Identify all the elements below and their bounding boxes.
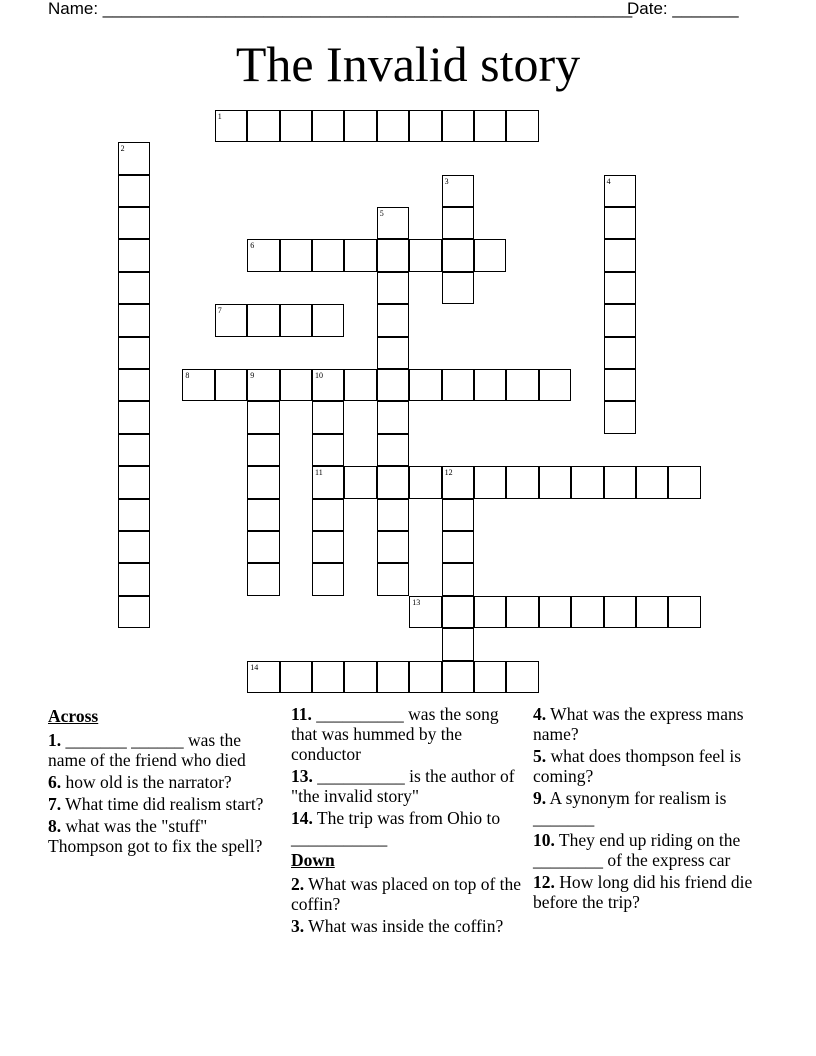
grid-cell[interactable] bbox=[409, 239, 441, 271]
clue-down-10 bbox=[533, 830, 773, 870]
grid-cell[interactable] bbox=[280, 369, 312, 401]
grid-cell[interactable] bbox=[377, 466, 409, 498]
grid-cell[interactable] bbox=[604, 596, 636, 628]
clue-number: 3. bbox=[291, 916, 305, 936]
grid-cell[interactable] bbox=[377, 110, 409, 142]
grid-cell[interactable] bbox=[409, 661, 441, 693]
clue-number: 6. bbox=[48, 772, 62, 792]
grid-cell[interactable] bbox=[442, 499, 474, 531]
grid-cell[interactable] bbox=[506, 466, 538, 498]
cell-number: 11 bbox=[315, 468, 323, 478]
grid-cell[interactable] bbox=[118, 466, 150, 498]
clue-text: They end up riding on the ________ of the express car bbox=[533, 830, 741, 870]
grid-cell[interactable] bbox=[474, 110, 506, 142]
name-line: Name: ________________________________________________________ bbox=[48, 0, 633, 18]
grid-cell[interactable] bbox=[442, 110, 474, 142]
clue-text: The trip was from Ohio to ___________ bbox=[291, 808, 501, 848]
grid-cell[interactable] bbox=[312, 661, 344, 693]
grid-cell[interactable] bbox=[312, 434, 344, 466]
cell-number: 5 bbox=[379, 209, 384, 218]
grid-cell[interactable] bbox=[668, 596, 700, 628]
clue-number: 8. bbox=[48, 816, 62, 836]
grid-cell[interactable] bbox=[118, 175, 150, 207]
grid-cell[interactable] bbox=[636, 596, 668, 628]
grid-cell[interactable] bbox=[442, 661, 474, 693]
grid-cell[interactable] bbox=[377, 531, 409, 563]
grid-cell[interactable] bbox=[344, 110, 376, 142]
cell-number: 1 bbox=[217, 111, 222, 121]
clue-text: how old is the narrator? bbox=[61, 772, 232, 792]
clue-text: what was the "stuff" Thompson got to fix the spell? bbox=[48, 816, 263, 856]
grid-cell[interactable] bbox=[539, 596, 571, 628]
grid-cell[interactable] bbox=[118, 304, 150, 336]
grid-cell[interactable] bbox=[442, 369, 474, 401]
grid-cell[interactable] bbox=[312, 499, 344, 531]
down-heading: Down bbox=[291, 850, 335, 870]
grid-cell[interactable] bbox=[409, 110, 441, 142]
grid-cell[interactable] bbox=[604, 207, 636, 239]
clue-down-4 bbox=[533, 704, 773, 744]
grid-cell[interactable] bbox=[118, 596, 150, 628]
clue-down-3 bbox=[291, 916, 527, 936]
cell-number: 9 bbox=[250, 371, 255, 380]
grid-cell[interactable] bbox=[474, 369, 506, 401]
clue-text: what does thompson feel is coming? bbox=[533, 746, 742, 786]
grid-cell[interactable] bbox=[636, 466, 668, 498]
grid-cell[interactable] bbox=[474, 596, 506, 628]
grid-cell[interactable] bbox=[280, 304, 312, 336]
clue-across-6 bbox=[48, 772, 280, 792]
grid-cell[interactable] bbox=[247, 110, 279, 142]
grid-cell[interactable] bbox=[442, 563, 474, 595]
clue-down-9 bbox=[533, 788, 773, 828]
page-title: The Invalid story bbox=[235, 36, 581, 92]
cell-number: 10 bbox=[315, 371, 323, 380]
clue-down-2 bbox=[291, 874, 527, 914]
cell-number: 4 bbox=[606, 176, 611, 186]
grid-cell[interactable] bbox=[118, 337, 150, 369]
clue-number: 5. bbox=[533, 746, 547, 766]
clue-text: A synonym for realism is _______ bbox=[533, 788, 727, 828]
grid-cell[interactable] bbox=[668, 466, 700, 498]
grid-cell[interactable] bbox=[377, 563, 409, 595]
grid-cell[interactable] bbox=[571, 466, 603, 498]
clue-text: What time did realism start? bbox=[61, 794, 264, 814]
grid-cell[interactable] bbox=[442, 596, 474, 628]
grid-cell[interactable] bbox=[312, 563, 344, 595]
grid-cell[interactable] bbox=[571, 596, 603, 628]
grid-cell[interactable] bbox=[247, 434, 279, 466]
grid-cell[interactable] bbox=[344, 239, 376, 271]
grid-cell[interactable] bbox=[442, 175, 474, 207]
grid-cell[interactable] bbox=[344, 466, 376, 498]
grid-cell[interactable] bbox=[247, 369, 279, 401]
date-line: Date: _______ bbox=[627, 0, 739, 18]
grid-cell[interactable] bbox=[377, 304, 409, 336]
grid-cell[interactable] bbox=[474, 239, 506, 271]
cell-number: 6 bbox=[250, 241, 255, 251]
clue-text: __________ is the author of "the invalid story" bbox=[291, 766, 515, 806]
grid-cell[interactable] bbox=[118, 499, 150, 531]
grid-cell[interactable] bbox=[182, 369, 214, 401]
grid-cell[interactable] bbox=[506, 369, 538, 401]
grid-cell[interactable] bbox=[312, 401, 344, 433]
grid-cell[interactable] bbox=[377, 272, 409, 304]
grid-cell[interactable] bbox=[377, 207, 409, 239]
grid-cell[interactable] bbox=[377, 499, 409, 531]
clues-column-2 bbox=[291, 704, 527, 938]
grid-cell[interactable] bbox=[118, 531, 150, 563]
grid-cell[interactable] bbox=[377, 434, 409, 466]
grid-cell[interactable] bbox=[409, 466, 441, 498]
clue-across-1 bbox=[48, 730, 280, 770]
clue-number: 2. bbox=[291, 874, 305, 894]
grid-cell[interactable] bbox=[377, 401, 409, 433]
grid-cell[interactable] bbox=[312, 239, 344, 271]
clue-number: 11. bbox=[291, 704, 312, 724]
grid-cell[interactable] bbox=[247, 401, 279, 433]
grid-cell[interactable] bbox=[442, 207, 474, 239]
clue-text: _______ ______ was the name of the friend who died bbox=[48, 730, 246, 770]
grid-cell[interactable] bbox=[604, 175, 636, 207]
clue-text: How long did his friend die before the trip? bbox=[533, 872, 753, 912]
clues-column-3 bbox=[533, 704, 773, 914]
grid-cell[interactable] bbox=[442, 466, 474, 498]
grid-cell[interactable] bbox=[377, 239, 409, 271]
grid-cell[interactable] bbox=[247, 499, 279, 531]
grid-cell[interactable] bbox=[409, 596, 441, 628]
grid-cell[interactable] bbox=[118, 369, 150, 401]
clue-text: What was inside the coffin? bbox=[304, 916, 504, 936]
grid-cell[interactable] bbox=[377, 369, 409, 401]
clue-text: What was the express mans name? bbox=[533, 704, 744, 744]
grid-cell[interactable] bbox=[118, 272, 150, 304]
grid-cell[interactable] bbox=[604, 337, 636, 369]
cell-number: 7 bbox=[217, 306, 222, 316]
grid-cell[interactable] bbox=[247, 239, 279, 271]
clue-text: What was placed on top of the coffin? bbox=[291, 874, 522, 914]
grid-cell[interactable] bbox=[344, 661, 376, 693]
cell-number: 12 bbox=[444, 468, 453, 478]
grid-cell[interactable] bbox=[215, 304, 247, 336]
clue-number: 4. bbox=[533, 704, 547, 724]
clue-number: 10. bbox=[533, 830, 555, 850]
grid-cell[interactable] bbox=[118, 434, 150, 466]
cell-number: 8 bbox=[185, 371, 190, 380]
grid-cell[interactable] bbox=[442, 272, 474, 304]
clue-text: __________ was the song that was hummed by the conductor bbox=[291, 704, 499, 764]
across-heading: Across bbox=[48, 706, 99, 726]
grid-cell[interactable] bbox=[312, 531, 344, 563]
grid-cell[interactable] bbox=[539, 466, 571, 498]
grid-cell[interactable] bbox=[280, 661, 312, 693]
grid-cell[interactable] bbox=[215, 369, 247, 401]
grid-cell[interactable] bbox=[280, 239, 312, 271]
cell-number: 14 bbox=[250, 662, 259, 672]
grid-cell[interactable] bbox=[377, 337, 409, 369]
grid-cell[interactable] bbox=[344, 369, 376, 401]
clue-number: 14. bbox=[291, 808, 313, 828]
clue-number: 9. bbox=[533, 788, 547, 808]
grid-cell[interactable] bbox=[118, 401, 150, 433]
clue-across-13 bbox=[291, 766, 527, 806]
clue-number: 7. bbox=[48, 794, 62, 814]
grid-cell[interactable] bbox=[215, 110, 247, 142]
grid-cell[interactable] bbox=[442, 239, 474, 271]
grid-cell[interactable] bbox=[247, 531, 279, 563]
clue-number: 12. bbox=[533, 872, 555, 892]
clue-down-5 bbox=[533, 746, 773, 786]
grid-cell[interactable] bbox=[442, 531, 474, 563]
grid-cell[interactable] bbox=[474, 661, 506, 693]
clue-across-11 bbox=[291, 704, 527, 764]
grid-cell[interactable] bbox=[506, 596, 538, 628]
grid-cell[interactable] bbox=[118, 239, 150, 271]
grid-cell[interactable] bbox=[409, 369, 441, 401]
grid-cell[interactable] bbox=[247, 304, 279, 336]
grid-cell[interactable] bbox=[247, 661, 279, 693]
cell-number: 13 bbox=[412, 597, 421, 607]
clue-across-7 bbox=[48, 794, 280, 814]
grid-cell[interactable] bbox=[506, 661, 538, 693]
grid-cell[interactable] bbox=[604, 272, 636, 304]
grid-cell[interactable] bbox=[118, 563, 150, 595]
grid-cell[interactable] bbox=[604, 304, 636, 336]
clue-number: 1. bbox=[48, 730, 62, 750]
grid-cell[interactable] bbox=[377, 661, 409, 693]
grid-cell[interactable] bbox=[280, 110, 312, 142]
grid-cell[interactable] bbox=[539, 369, 571, 401]
grid-cell[interactable] bbox=[604, 401, 636, 433]
clue-number: 13. bbox=[291, 766, 313, 786]
grid-cell[interactable] bbox=[604, 239, 636, 271]
grid-cell[interactable] bbox=[118, 207, 150, 239]
clues-column-1 bbox=[48, 704, 280, 858]
grid-cell[interactable] bbox=[247, 563, 279, 595]
grid-cell[interactable] bbox=[474, 466, 506, 498]
grid-cell[interactable] bbox=[312, 304, 344, 336]
cell-number: 3 bbox=[444, 176, 449, 186]
clue-across-14 bbox=[291, 808, 527, 848]
grid-cell[interactable] bbox=[604, 466, 636, 498]
grid-cell[interactable] bbox=[312, 466, 344, 498]
grid-cell[interactable] bbox=[118, 142, 150, 174]
grid-cell[interactable] bbox=[506, 110, 538, 142]
grid-cell[interactable] bbox=[247, 466, 279, 498]
grid-cell[interactable] bbox=[312, 369, 344, 401]
grid-cell[interactable] bbox=[604, 369, 636, 401]
clue-down-12 bbox=[533, 872, 773, 912]
grid-cell[interactable] bbox=[442, 628, 474, 660]
grid-cell[interactable] bbox=[312, 110, 344, 142]
clue-across-8 bbox=[48, 816, 280, 856]
cell-number: 2 bbox=[120, 144, 125, 154]
